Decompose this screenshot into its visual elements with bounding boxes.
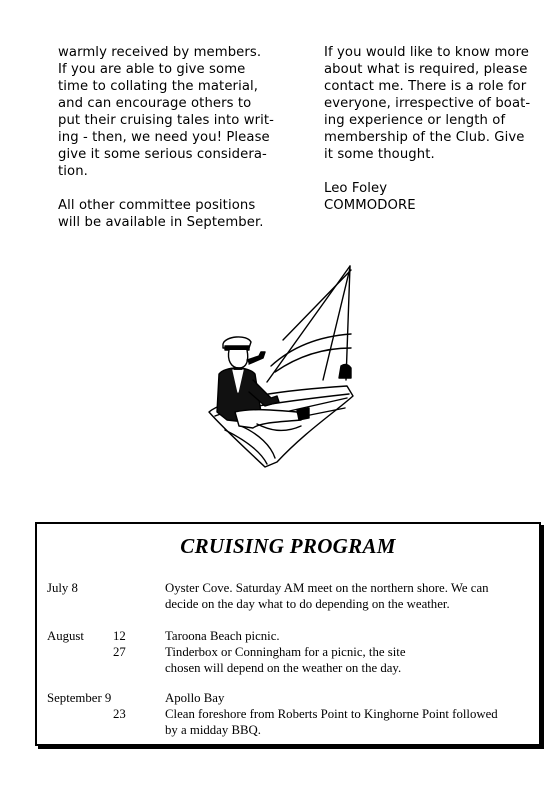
entry-day: 12	[113, 629, 126, 643]
cruising-program-box	[35, 522, 541, 746]
paragraph-committee-positions	[58, 197, 288, 231]
text-line: contact me. There is a role for	[324, 79, 527, 94]
signature-name: Leo Foley	[324, 181, 388, 196]
text-line: and can encourage others to	[58, 96, 252, 111]
description-line: decide on the day what to do depending on the weather.	[165, 597, 450, 611]
description-line: Tinderbox or Conningham for a picnic, the site	[165, 645, 406, 659]
description-line: Oyster Cove. Saturday AM meet on the northern shore. We can	[165, 581, 489, 595]
text-line: ing - then, we need you! Please	[58, 130, 270, 145]
entry-month: July 8	[47, 581, 78, 595]
description-line: by a midday BBQ.	[165, 723, 261, 737]
text-line: If you are able to give some	[58, 62, 246, 77]
text-line: about what is required, please	[324, 62, 528, 77]
program-title: CRUISING PROGRAM	[180, 534, 396, 558]
text-line: tion.	[58, 164, 88, 179]
description-line: Apollo Bay	[165, 691, 225, 705]
text-line: ing experience or length of	[324, 113, 506, 128]
description-line: Clean foreshore from Roberts Point to Kinghorne Point followed	[165, 707, 498, 721]
paragraph-contact-appeal	[324, 44, 544, 163]
entry-description	[165, 580, 535, 612]
signature-block	[324, 180, 544, 214]
text-line: it some thought.	[324, 147, 435, 162]
text-line: time to collating the material,	[58, 79, 259, 94]
left-column	[58, 44, 288, 248]
sailor-in-sailboat-illustration	[205, 262, 355, 468]
text-line: give it some serious considera-	[58, 147, 267, 162]
entry-description	[165, 690, 535, 706]
text-line: All other committee positions	[58, 198, 256, 213]
entry-description	[165, 628, 535, 644]
text-line: If you would like to know more	[324, 45, 530, 60]
text-line: membership of the Club. Give	[324, 130, 525, 145]
entry-description	[165, 706, 535, 738]
right-column	[324, 44, 544, 231]
entry-month: September 9	[47, 691, 112, 705]
paragraph-contribution-appeal	[58, 44, 288, 180]
entry-description	[165, 644, 535, 676]
signature-title: COMMODORE	[324, 198, 416, 213]
description-line: Taroona Beach picnic.	[165, 629, 280, 643]
text-line: will be available in September.	[58, 215, 264, 230]
description-line: chosen will depend on the weather on the day.	[165, 661, 402, 675]
entry-month: August	[47, 629, 84, 643]
text-line: everyone, irrespective of boat-	[324, 96, 531, 111]
text-line: warmly received by members.	[58, 45, 262, 60]
entry-day: 27	[113, 645, 126, 659]
text-line: put their cruising tales into writ-	[58, 113, 275, 128]
entry-day: 23	[113, 707, 126, 721]
